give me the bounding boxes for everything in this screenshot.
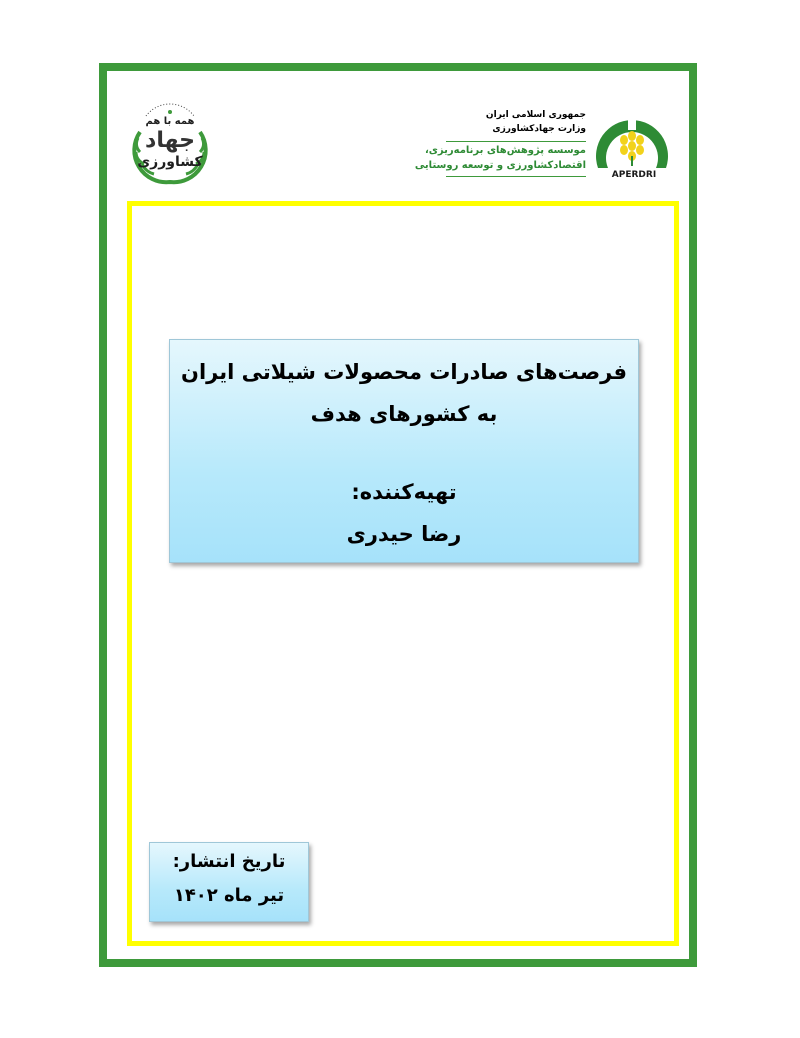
jahad-keshavarzi-logo (128, 102, 212, 190)
author-label: تهیه‌کننده: (351, 480, 457, 504)
inner-yellow-frame (127, 201, 679, 946)
left-logo-top-text: همه با هم (145, 116, 195, 127)
org-divider-bottom (446, 176, 586, 177)
title-line-1: فرصت‌های صادرات محصولات شیلاتی ایران (181, 360, 627, 384)
title-line-2: به کشورهای هدف (310, 402, 498, 426)
publication-date-label: تاریخ انتشار: (172, 851, 286, 872)
org-ministry: وزارت جهادکشاورزی (492, 124, 586, 134)
author-name: رضا حیدری (346, 522, 462, 546)
org-institute-line1: موسسه پژوهش‌های برنامه‌ریزی، (424, 145, 586, 156)
left-logo-bottom-text: کشاورزی (137, 154, 203, 170)
org-country: جمهوری اسلامی ایران (485, 110, 586, 120)
left-logo-main-text: جهاد (145, 128, 195, 153)
org-institute-line2: اقتصادکشاورزی و توسعه روستایی (414, 160, 586, 171)
title-box (169, 339, 639, 563)
org-divider-top (446, 141, 586, 142)
publication-date-box (149, 842, 309, 922)
publication-date-value: تیر ماه ۱۴۰۲ (173, 885, 285, 906)
aperdri-label: APERDRI (611, 170, 657, 180)
organization-block (414, 108, 586, 180)
